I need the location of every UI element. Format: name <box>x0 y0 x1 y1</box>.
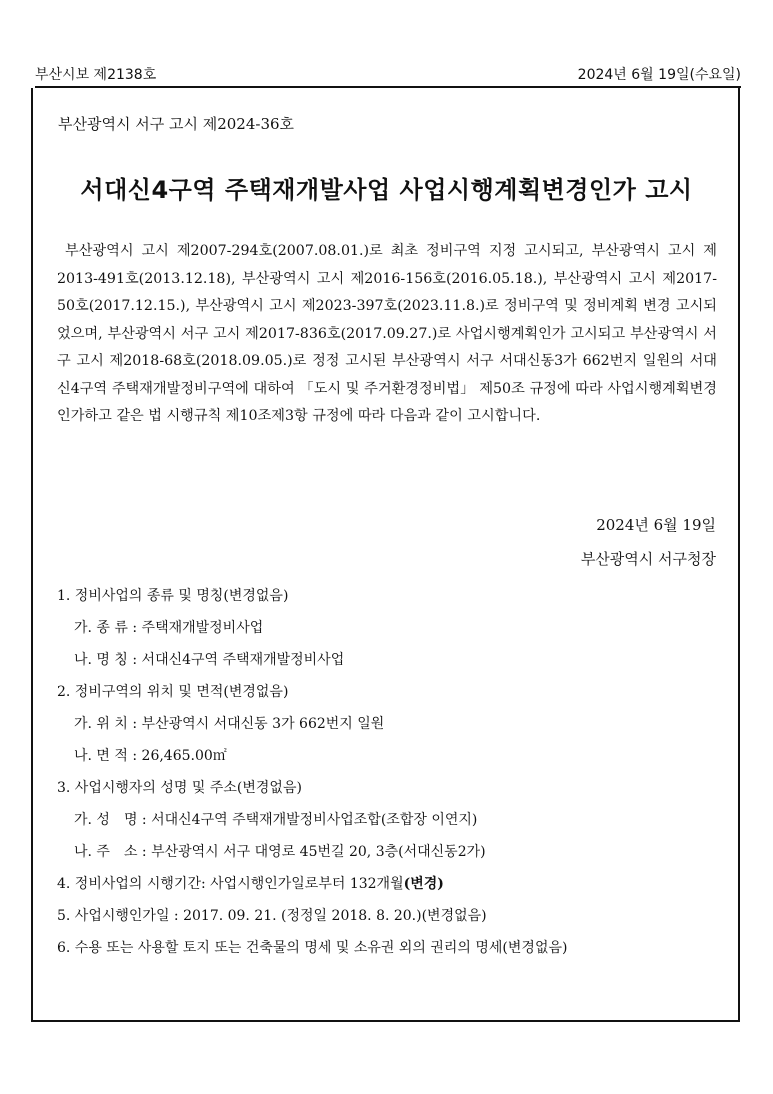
gazette-number: 부산시보 제2138호 <box>35 67 157 83</box>
list-item: 나. 면 적 : 26,465.00㎡ <box>74 748 227 764</box>
issuer: 부산광역시 서구청장 <box>580 550 716 568</box>
page-header <box>35 64 741 84</box>
page-title: 서대신4구역 주택재개발사업 사업시행계획변경인가 고시 <box>80 176 693 204</box>
list-item: 가. 성 명 : 서대신4구역 주택재개발정비사업조합(조합장 이연지) <box>74 812 478 828</box>
list-item <box>57 868 727 900</box>
notice-body: 부산광역시 고시 제2007-294호(2007.08.01.)로 최초 정비구역 지정 고시되고, 부산광역시 고시 제2013-491호(2013.12.18), 부산광역시 고시 제2016-156호(2016.05.18.), 부산광역시 고시 제2017-50호(2017.12.15.), 부산광역시 고시 제2023-397호(2023.11.8.)로 정비구역 및 정비계획 변경 고시되었으며, 부산광역시 서구 고시 제2017-836호(2017.09.27.)로 사업시행계획인가 고시되고 부산광역시 서구 고시 제2018-68호(2018.09.05.)로 정정 고시된 부산광역시 서구 서대신동3가 662번지 일원의 서대신4구역 주택재개발정비구역에 대하여 「도시 및 주거환경정비법」 제50조 규정에 따라 사업시행계획변경인가하고 같은 법 시행규칙 제10조제3항 규정에 따라 다음과 같이 고시합니다. <box>57 243 717 424</box>
list-item: 가. 종 류 : 주택재개발정비사업 <box>74 620 264 636</box>
list-item: 2. 정비구역의 위치 및 면적(변경없음) <box>57 684 289 700</box>
list-item: 1. 정비사업의 종류 및 명칭(변경없음) <box>57 588 289 604</box>
list-item: 가. 위 치 : 부산광역시 서대신동 3가 662번지 일원 <box>74 716 385 732</box>
notice-number: 부산광역시 서구 고시 제2024-36호 <box>58 115 295 133</box>
list-item: 나. 명 칭 : 서대신4구역 주택재개발정비사업 <box>74 652 345 668</box>
change-mark: (변경) <box>403 876 444 892</box>
list-item: 6. 수용 또는 사용할 토지 또는 건축물의 명세 및 소유권 외의 권리의 명세(변경없음) <box>57 940 568 956</box>
item-list <box>57 580 727 964</box>
list-item: 5. 사업시행인가일 : 2017. 09. 21. (정정일 2018. 8. 20.)(변경없음) <box>57 908 487 924</box>
list-item: 나. 주 소 : 부산광역시 서구 대영로 45번길 20, 3층(서대신동2가) <box>74 844 486 860</box>
publication-date: 2024년 6월 19일(수요일) <box>577 67 741 83</box>
signed-date: 2024년 6월 19일 <box>596 516 716 534</box>
list-item: 3. 사업시행자의 성명 및 주소(변경없음) <box>57 780 302 796</box>
item-text: 4. 정비사업의 시행기간: 사업시행인가일로부터 132개월 <box>57 876 404 892</box>
